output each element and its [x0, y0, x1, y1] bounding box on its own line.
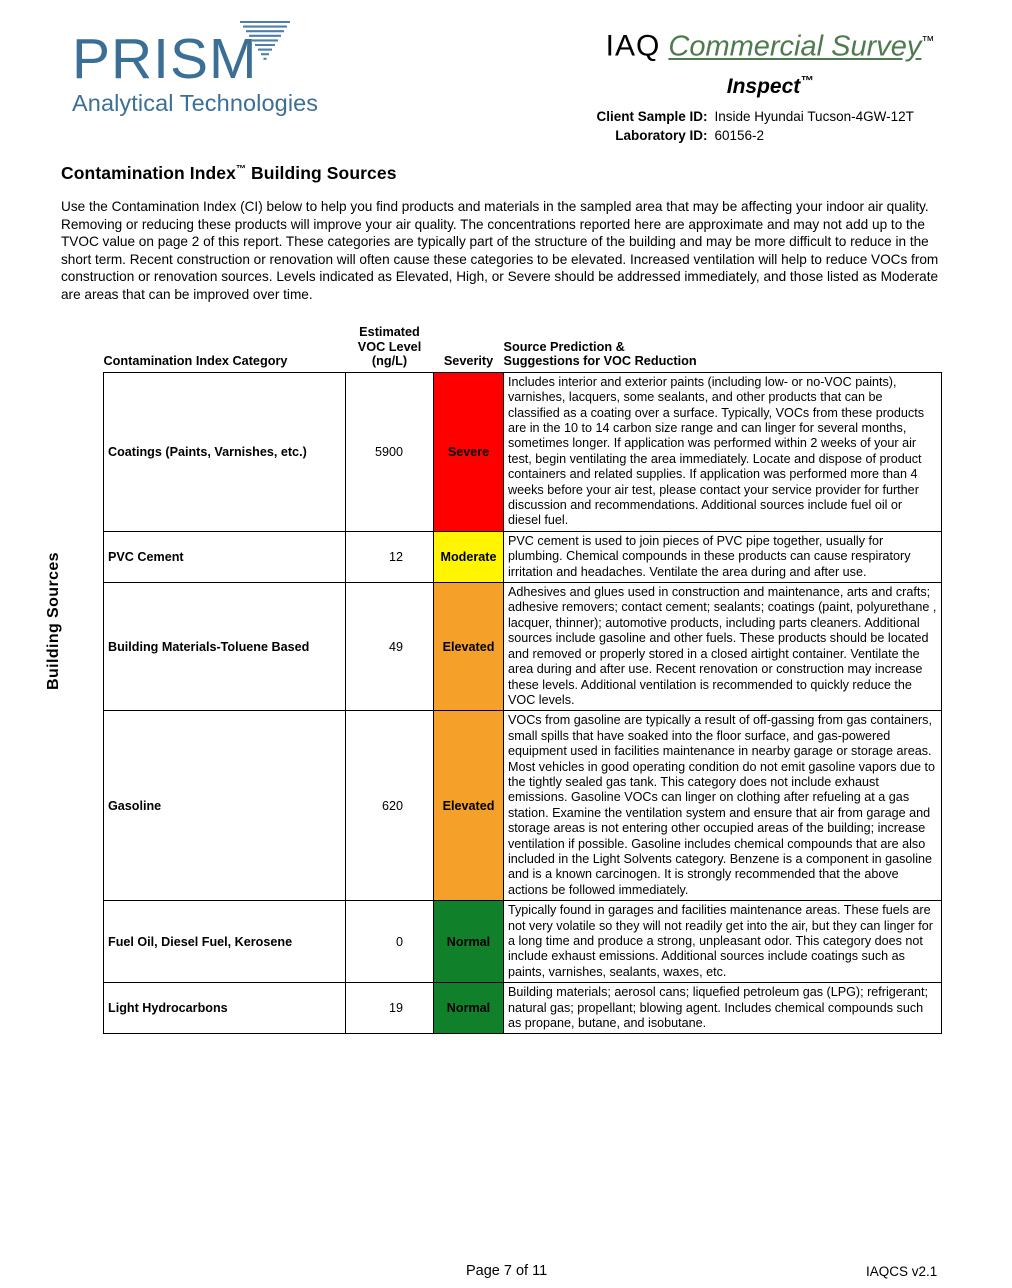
header-voc-line1: Estimated	[359, 325, 420, 339]
header-desc-line2: Suggestions for VOC Reduction	[503, 354, 697, 369]
cell-category: Gasoline	[104, 711, 346, 901]
header-category: Contamination Index Category	[103, 354, 288, 369]
table-body	[104, 372, 942, 1034]
page-footer	[0, 1263, 1012, 1287]
header-voc-line2: VOC Level	[357, 339, 422, 354]
cell-severity-badge: Normal	[434, 901, 504, 983]
page-number: Page 7 of 11	[466, 1263, 548, 1279]
table-row	[104, 531, 942, 582]
table-row	[104, 583, 942, 711]
cell-severity-badge: Severe	[434, 372, 504, 531]
commercial-survey-title: Commercial Survey	[668, 30, 922, 63]
table-row	[104, 983, 942, 1034]
table-row	[104, 372, 942, 531]
sample-id-block	[560, 107, 980, 145]
table-row	[104, 711, 942, 901]
trademark-symbol-3: ™	[235, 164, 247, 176]
cell-description: Typically found in garages and facilities maintenance areas. These fuels are not very volatile so they will not readily get into the air, but they can linger for a long time and produce a strong, unpleasant odor. This category does not include exhaust emissions. Additional sources include coatings such as paints, varnishes, sealants, waxes, etc.	[504, 901, 942, 983]
inspect-subtitle	[560, 68, 980, 100]
contamination-index-table-wrap	[103, 325, 941, 1034]
cell-description: Includes interior and exterior paints (including low- or no-VOC paints), varnishes, lacquers, some sealants, and other products that can be classified as a coating over a surface. Typically, VOCs from these products are in the 10 to 14 carbon size range and can linger for several months, sometimes longer. If application was performed within 2 weeks of your air test, begin ventilating the area immediately. Locate and dispose of product containers and related supplies. If application was performed more than 4 weeks before your air test, please contact your service provider for further discussion and recommendations. Additional sources include fuel oil or diesel fuel.	[504, 372, 942, 531]
contamination-index-table	[103, 325, 942, 1034]
cell-category: PVC Cement	[104, 531, 346, 582]
cell-severity-badge: Moderate	[434, 531, 504, 582]
report-title-block	[560, 24, 980, 145]
iaq-acronym: IAQ	[605, 29, 661, 63]
client-sample-id-label: Client Sample ID:	[596, 108, 708, 124]
cell-voc-level: 620	[346, 711, 434, 901]
header-voc-line3: (ng/L)	[371, 354, 408, 369]
intro-paragraph: Use the Contamination Index (CI) below to help you find products and materials in the sampled area that may be affecting your indoor air quality. Removing or reducing these products will improve your air quality. The concentrations reported here are approximate and may not add up to the TVOC value on page 2 of this report. These categories are typically part of the structure of the building and may be more difficult to reduce in the short term. Recent construction or renovation will often cause these categories to be elevated. Increased ventilation will help to reduce VOCs from construction or renovation sources. Levels indicated as Elevated, High, or Severe should be addressed immediately, and those listed as Moderate are areas that can be improved over time.	[61, 199, 939, 302]
logo-wordmark	[72, 27, 322, 91]
table-header	[104, 325, 942, 372]
trademark-symbol-2: ™	[800, 72, 814, 88]
header-desc-line1: Source Prediction &	[503, 339, 625, 354]
page-title-main: Contamination Index	[61, 163, 236, 183]
header-source-prediction	[504, 325, 942, 372]
client-sample-id-row	[560, 107, 980, 126]
cell-category: Light Hydrocarbons	[104, 983, 346, 1034]
page-title-rest: Building Sources	[246, 163, 397, 183]
cell-description: Adhesives and glues used in construction and maintenance, arts and crafts; adhesive removers; contact cement; sealants; coatings (paint, polyurethane , lacquer, thinner); automotive products, including parts cleaners. Additional sources include gasoline and other fuels. These products should be located and removed or properly stored in a closed airtight container. Ventilate the area during and after use. Recent renovation or construction may increase these levels. Additional ventilation is recommended to quickly reduce the VOC levels.	[504, 583, 942, 711]
header-voc-level	[346, 325, 434, 372]
laboratory-id-row	[560, 126, 980, 145]
trademark-symbol-1: ™	[921, 33, 935, 48]
inspect-text: Inspect	[726, 74, 801, 98]
table-row	[104, 901, 942, 983]
page-header	[0, 0, 1012, 150]
table-header-row	[104, 325, 942, 372]
document-version: IAQCS v2.1	[866, 1264, 938, 1279]
report-title-line	[560, 24, 980, 64]
cell-voc-level: 19	[346, 983, 434, 1034]
logo-subtitle: Analytical Technologies	[72, 90, 319, 116]
cell-voc-level: 49	[346, 583, 434, 711]
cell-severity-badge: Elevated	[434, 711, 504, 901]
cell-category: Coatings (Paints, Varnishes, etc.)	[104, 372, 346, 531]
header-severity: Severity	[443, 354, 494, 369]
cell-category: Fuel Oil, Diesel Fuel, Kerosene	[104, 901, 346, 983]
page-title	[61, 163, 397, 184]
cell-voc-level: 12	[346, 531, 434, 582]
cell-voc-level: 0	[346, 901, 434, 983]
cell-category: Building Materials-Toluene Based	[104, 583, 346, 711]
cell-description: PVC cement is used to join pieces of PVC pipe together, usually for plumbing. Chemical compounds in these products can cause respiratory irritation and headaches. Ventilate the area during and after use.	[504, 531, 942, 582]
cell-description: Building materials; aerosol cans; liquefied petroleum gas (LPG); refrigerant; natural gas; propellant; blowing agent. Includes chemical compounds such as propane, butane, and isobutane.	[504, 983, 942, 1034]
prism-logo	[72, 27, 322, 117]
logo-wordmark-text: PRISM	[72, 27, 258, 91]
prism-funnel-icon	[239, 20, 291, 65]
client-sample-id-value: Inside Hyundai Tucson-4GW-12T	[714, 108, 914, 124]
building-sources-side-label: Building Sources	[45, 552, 62, 690]
cell-description: VOCs from gasoline are typically a result of off-gassing from gas containers, small spills that have soaked into the floor surface, and gas-powered equipment used in facilities maintenance in nearby garage or storage areas. Most vehicles in good operating condition do not emit gasoline vapors due to the tightly sealed gas tank. This category does not include exhaust emissions. Gasoline VOCs can linger on clothing after refueling at a gas station. Examine the ventilation system and ensure that air from garage and storage areas is not entering other occupied areas of the building; increase ventilation if possible. Gasoline includes chemical compounds that are also included in the Light Solvents category. Benzene is a component in gasoline and is a known carcinogen. It is strongly recommended that the above actions be followed immediately.	[504, 711, 942, 901]
cell-severity-badge: Normal	[434, 983, 504, 1034]
cell-severity-badge: Elevated	[434, 583, 504, 711]
laboratory-id-value: 60156-2	[714, 127, 765, 143]
cell-voc-level: 5900	[346, 372, 434, 531]
laboratory-id-label: Laboratory ID:	[615, 127, 708, 143]
